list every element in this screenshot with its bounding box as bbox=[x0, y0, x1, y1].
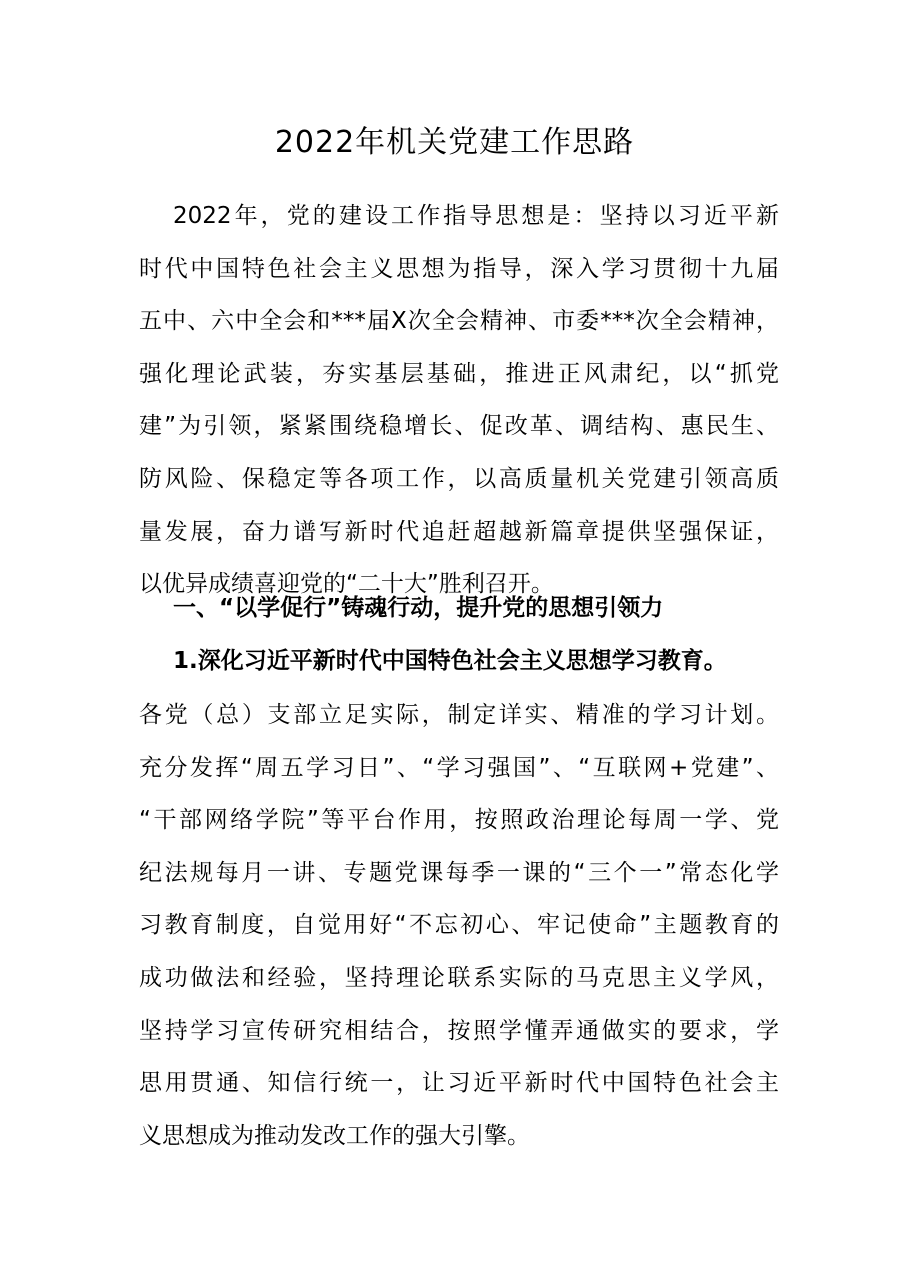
subsection-heading: 1.深化习近平新时代中国特色社会主义思想学习教育。 bbox=[173, 648, 727, 674]
section-heading: 一、“以学促行”铸魂行动，提升党的思想引领力 bbox=[173, 595, 664, 621]
intro-paragraph bbox=[139, 190, 779, 611]
body-line: 各党（总）支部立足实际，制定详实、精准的学习计划。 bbox=[139, 702, 779, 728]
body-line: 坚持学习宣传研究相结合，按照学懂弄通做实的要求，学 bbox=[139, 1017, 779, 1044]
intro-line: 量发展，奋力谱写新时代追赶超越新篇章提供坚强保证， bbox=[139, 518, 779, 545]
intro-line: 2022年，党的建设工作指导思想是：坚持以习近平新 bbox=[173, 203, 779, 229]
intro-line: 建”为引领，紧紧围绕稳增长、促改革、调结构、惠民生、 bbox=[139, 413, 779, 440]
body-line: 义思想成为推动发改工作的强大引擎。 bbox=[139, 1122, 530, 1149]
body-line: 成功做法和经验，坚持理论联系实际的马克思主义学风， bbox=[139, 964, 779, 991]
body-line: 习教育制度，自觉用好“不忘初心、牢记使命”主题教育的 bbox=[139, 912, 779, 939]
body-line: 纪法规每月一讲、专题党课每季一课的“三个一”常态化学 bbox=[139, 859, 779, 886]
body-line: 充分发挥“周五学习日”、“学习强国”、“互联网+党建”、 bbox=[139, 754, 779, 781]
intro-line: 时代中国特色社会主义思想为指导，深入学习贯彻十九届 bbox=[139, 255, 779, 282]
intro-line: 防风险、保稳定等各项工作，以高质量机关党建引领高质 bbox=[139, 465, 779, 492]
body-paragraph bbox=[139, 689, 779, 1162]
intro-line: 以优异成绩喜迎党的“二十大”胜利召开。 bbox=[139, 571, 554, 598]
body-line: 思用贯通、知信行统一，让习近平新时代中国特色社会主 bbox=[139, 1070, 779, 1097]
intro-line: 五中、六中全会和***届X次全会精神、市委***次全会精神， bbox=[139, 308, 779, 335]
body-line: “干部网络学院”等平台作用，按照政治理论每周一学、党 bbox=[139, 807, 779, 834]
document-title: 2022年机关党建工作思路 bbox=[274, 125, 635, 160]
intro-line: 强化理论武装，夯实基层基础，推进正风肃纪，以“抓党 bbox=[139, 360, 779, 387]
